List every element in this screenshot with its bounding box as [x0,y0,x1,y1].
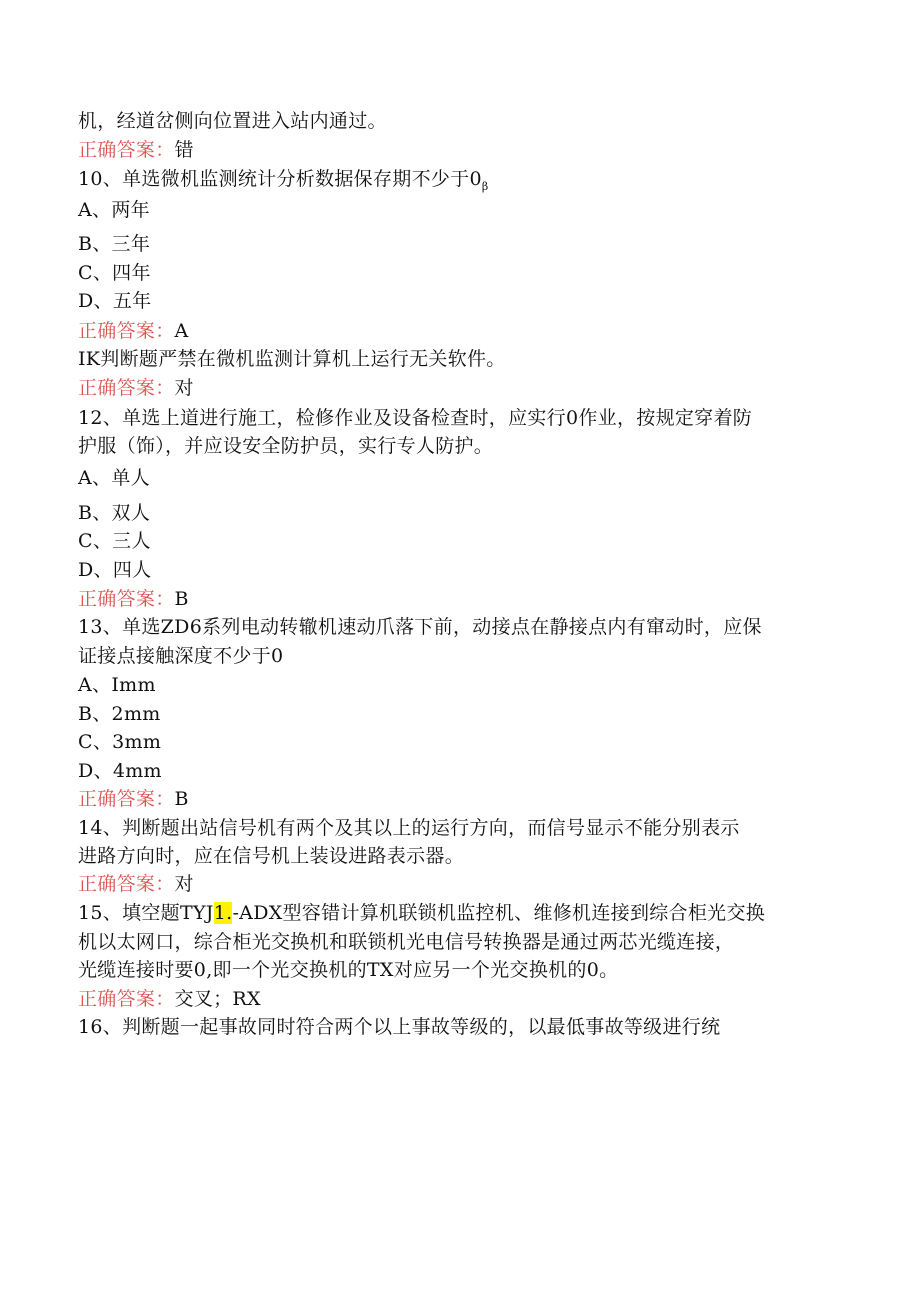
answer-label: 正确答案： [78,988,175,1010]
answer-value: B [174,788,189,810]
answer-label: 正确答案： [78,873,175,895]
answer-label: 正确答案： [78,588,175,610]
answer-value: 对 [174,377,194,399]
option-a: A、单人 [78,467,150,489]
answer-value: 交叉；RX [174,988,261,1010]
answer-value: 错 [174,139,194,161]
question-13-line2: 证接点接触深度不少于0 [78,645,284,667]
question-text: 15、填空题TYJ [78,902,214,924]
question-11: IK判断题严禁在微机监测计算机上运行无关软件。 [78,348,506,370]
option-d: D、五年 [78,290,152,312]
answer-label: 正确答案： [78,320,175,342]
option-c: C、三人 [78,530,151,552]
answer-label: 正确答案： [78,139,175,161]
answer-label: 正确答案： [78,377,175,399]
answer-label: 正确答案： [78,788,175,810]
question-14-line1: 14、判断题出站信号机有两个及其以上的运行方向，而信号显示不能分别表示 [78,817,740,839]
answer-value: 对 [174,873,194,895]
question-16-line1: 16、判断题一起事故同时符合两个以上事故等级的，以最低事故等级进行统 [78,1016,721,1038]
question-9-continuation: 机，经道岔侧向位置进入站内通过。 [78,110,387,132]
option-d: D、四人 [78,559,152,581]
question-14-line2: 进路方向时，应在信号机上装设进路表示器。 [78,845,465,867]
answer-9 [78,137,194,163]
question-13-line1: 13、单选ZD6系列电动转辙机速动爪落下前，动接点在静接点内有窜动时，应保 [78,616,762,638]
option-b: B、2mm [78,703,161,725]
option-d: D、4mm [78,760,162,782]
answer-15 [78,986,261,1012]
question-15-line2: 机以太网口，综合柜光交换机和联锁机光电信号转换器是通过两芯光缆连接， [78,931,735,953]
option-b: B、双人 [78,502,151,524]
answer-11 [78,375,194,401]
question-15-line3: 光缆连接时要0,即一个光交换机的TX对应另一个光交换机的0。 [78,959,619,981]
answer-13 [78,786,189,812]
question-10 [78,166,489,200]
question-text: 10、单选微机监测统计分析数据保存期不少于0 [78,168,482,190]
option-a: A、Imm [78,674,156,696]
question-subscript: β [481,179,489,193]
highlighted-text: 1. [213,902,233,924]
answer-14 [78,871,194,897]
option-c: C、3mm [78,731,162,753]
question-12-line1: 12、单选上道进行施工，检修作业及设备检查时，应实行0作业，按规定穿着防 [78,407,753,429]
question-12-line2: 护服（饰），并应设安全防护员，实行专人防护。 [78,435,494,457]
question-15-line1 [78,900,765,926]
answer-12 [78,586,189,612]
option-b: B、三年 [78,233,151,255]
option-c: C、四年 [78,262,151,284]
answer-10 [78,318,189,344]
answer-value: A [174,320,189,342]
option-a: A、两年 [78,199,150,221]
question-text: -ADX型容错计算机联锁机监控机、维修机连接到综合柜光交换 [232,902,766,924]
answer-value: B [174,588,189,610]
